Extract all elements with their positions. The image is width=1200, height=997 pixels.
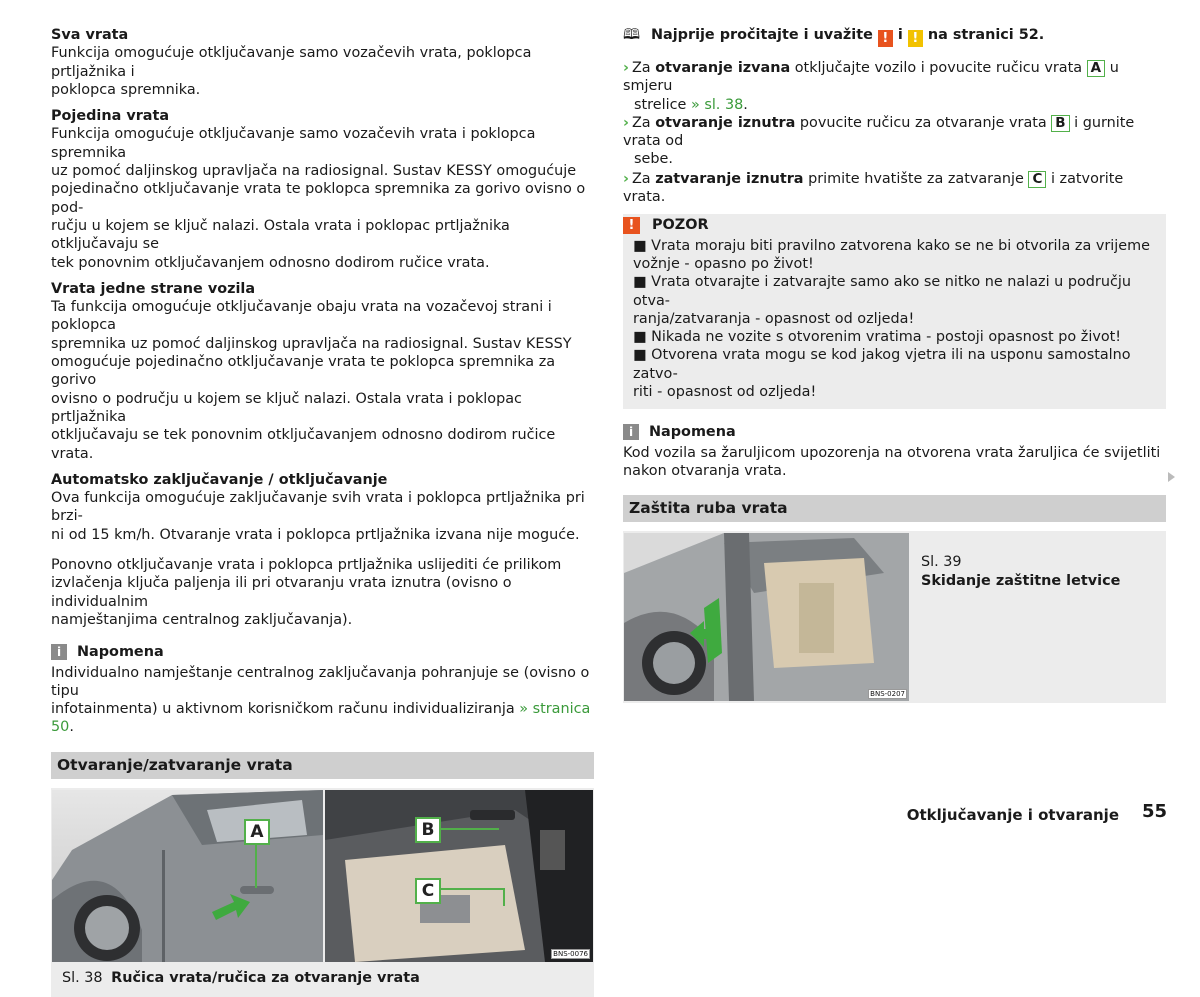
step-line — [623, 96, 1166, 114]
note-header — [51, 643, 594, 661]
section-heading: Zaštita ruba vrata — [623, 495, 1166, 522]
warning-line: ■ Vrata moraju biti pravilno zatvorena kako se ne bi otvorila za vrijeme — [633, 237, 1151, 254]
car-door-illustration — [52, 790, 323, 962]
note-section — [51, 643, 594, 736]
text-span: . — [69, 719, 74, 736]
callout-line — [255, 841, 257, 888]
text-line: nakon otvaranja vrata. — [623, 462, 787, 479]
t: primite hvatište za zatvaranje — [803, 170, 1029, 187]
section-pojedina-vrata — [51, 107, 594, 272]
step-arrow-icon: › — [623, 114, 629, 131]
step-line — [623, 59, 1166, 96]
t: otvaranje iznutra — [655, 114, 796, 131]
t: zatvaranje iznutra — [655, 170, 804, 187]
callout-line — [439, 828, 499, 830]
callout-line — [503, 888, 505, 906]
callout-ref-c: C — [1028, 171, 1046, 188]
warning-item — [623, 328, 1166, 346]
step-line — [623, 170, 1166, 207]
t: otključajte vozilo i povucite ručicu vrata — [790, 60, 1087, 76]
warning-icon: ! — [623, 217, 640, 234]
figure-code: BNS-0207 — [870, 690, 905, 699]
t: Za — [631, 60, 656, 76]
text-line: Individualno namještanje centralnog zaključavanja pohranjuje se (ovisno o tipu — [51, 664, 590, 699]
callout-ref-b: B — [1051, 115, 1069, 132]
subheading: Pojedina vrata — [51, 108, 170, 125]
t: . — [743, 96, 748, 113]
step-open-outside — [623, 59, 1166, 114]
caption-number: Sl. 38 — [62, 969, 103, 986]
read-suffix: na stranici 52. — [927, 27, 1045, 43]
warning-line: vožnje - opasno po život! — [633, 255, 814, 272]
text-line: tek ponovnim otključavanjem odnosno dodirom ručice vrata. — [51, 254, 490, 271]
section-heading: Otvaranje/zatvaranje vrata — [51, 752, 594, 779]
warning-line: ranja/zatvaranja - opasnost od ozljeda! — [633, 310, 915, 327]
callout-line — [439, 888, 504, 890]
info-icon: i — [623, 424, 639, 440]
warning-item — [623, 346, 1166, 401]
warning-line: ■ Otvorena vrata mogu se kod jakog vjetra ili na usponu samostalno zatvo- — [633, 347, 1131, 382]
step-line: sebe. — [634, 151, 673, 168]
text-line: ovisno o području u kojem se ključ nalazi. Ostala vrata i poklopac prtljažnika — [51, 390, 522, 425]
warning-line: riti - opasnost od ozljeda! — [633, 384, 817, 401]
text-span: infotainmenta) u aktivnom korisničkom računu individualiziranja — [51, 701, 520, 718]
figure-39-panel — [623, 531, 1166, 703]
t: i gurnite vrata od — [623, 114, 1135, 150]
text-line: Funkcija omogućuje otključavanje samo vozačevih vrata, poklopca prtljažnika i — [51, 45, 532, 80]
step-arrow-icon: › — [623, 60, 629, 76]
door-interior-image — [325, 790, 593, 962]
callout-a: A — [244, 819, 270, 845]
step-line — [623, 114, 1166, 151]
section-ponovno — [51, 556, 594, 629]
text-line: poklopca spremnika. — [51, 81, 201, 98]
right-column — [623, 26, 1166, 703]
t: otvaranje izvana — [655, 60, 791, 76]
caption-number: Sl. 39 — [921, 554, 962, 571]
caution-symbol: ! — [908, 30, 923, 47]
figure-38-panel — [51, 788, 594, 997]
section-sva-vrata — [51, 26, 594, 99]
text-line: izvlačenja ključa paljenja ili pri otvaranju vrata iznutra (ovisno o individualnim — [51, 575, 512, 610]
left-column — [51, 26, 594, 997]
step-open-inside — [623, 114, 1166, 169]
warning-symbol: ! — [878, 30, 893, 47]
t: povucite ručicu za otvaranje vrata — [795, 114, 1052, 131]
note-title: Napomena — [649, 424, 736, 441]
figure-code: BNS-0076 — [553, 949, 588, 958]
text-line — [51, 700, 594, 737]
note-title: Napomena — [77, 644, 164, 661]
text-line: ručju u kojem se ključ nalazi. Ostala vrata i poklopac prtljažnika otključavaju se — [51, 217, 510, 253]
text-line: namještanjima centralnog zaključavanja). — [51, 611, 353, 628]
text-line: otključavaju se tek ponovnim otključavanjem odnosno dodirom ručice vrata. — [51, 427, 556, 462]
door-edge-image — [624, 533, 909, 701]
book-icon: 🕮 — [623, 27, 640, 43]
page-link[interactable]: » stranica 50 — [51, 701, 591, 736]
callout-b: B — [415, 817, 441, 843]
t: Za — [631, 170, 656, 187]
read-prefix: Najprije pročitajte i uvažite — [650, 27, 873, 43]
warning-title: POZOR — [652, 217, 709, 234]
note-header — [623, 423, 1166, 441]
figure-link[interactable]: » sl. 38 — [690, 96, 744, 113]
text-line: uz pomoć daljinskog upravljača na radiosignal. Sustav KESSY omogućuje — [51, 163, 577, 180]
car-exterior-image — [52, 790, 323, 962]
text-line: Kod vozila sa žaruljicom upozorenja na otvorena vrata žaruljica će svijetliti — [623, 444, 1161, 461]
next-page-arrow-icon — [1168, 472, 1175, 482]
warning-item — [623, 273, 1166, 328]
note-section — [623, 423, 1166, 480]
text-line: spremnika uz pomoć daljinskog upravljača na radiosignal. Sustav KESSY — [51, 335, 572, 352]
read-and: i — [897, 27, 903, 43]
step-close-inside — [623, 170, 1166, 207]
warning-line: ■ Vrata otvarajte i zatvarajte samo ako se nitko ne nalazi u području otva- — [633, 274, 1131, 309]
section-jedne-strane — [51, 280, 594, 463]
text-line: pojedinačno otključavanje vrata te poklopca spremnika za gorivo ovisno o pod- — [51, 181, 586, 216]
t: u smjeru — [623, 60, 1119, 95]
page-number: 55 — [1141, 801, 1167, 822]
warning-item — [623, 237, 1166, 274]
text-line: Funkcija omogućuje otključavanje samo vozačevih vrata i poklopca spremnika — [51, 126, 536, 161]
text-line: Ta funkcija omogućuje otključavanje obaju vrata na vozačevoj strani i poklopca — [51, 299, 552, 334]
figure-caption — [921, 553, 1120, 590]
text-line: Ponovno otključavanje vrata i poklopca prtljažnika uslijediti će prilikom — [51, 557, 562, 574]
t: i zatvorite vrata. — [623, 170, 1124, 206]
warning-header — [623, 214, 1166, 234]
subheading: Automatsko zaključavanje / otključavanje — [51, 471, 388, 488]
callout-c: C — [415, 878, 441, 904]
callout-ref-a: A — [1087, 60, 1105, 77]
info-icon: i — [51, 644, 67, 660]
door-panel-illustration — [325, 790, 593, 962]
step-arrow-icon: › — [623, 170, 629, 187]
caption-text: Skidanje zaštitne letvice — [921, 572, 1121, 589]
text-line: Ova funkcija omogućuje zaključavanje svih vrata i poklopca prtljažnika pri brzi- — [51, 490, 585, 525]
t: Za — [631, 114, 656, 131]
read-first-note — [623, 26, 1166, 47]
caption-text: Ručica vrata/ručica za otvaranje vrata — [111, 969, 420, 986]
text-line: ni od 15 km/h. Otvaranje vrata i poklopca prtljažnika izvana nije moguće. — [51, 526, 580, 543]
subheading: Vrata jedne strane vozila — [51, 280, 256, 297]
subheading: Sva vrata — [51, 27, 129, 43]
section-automatsko — [51, 471, 594, 544]
t: strelice — [634, 96, 691, 113]
warning-line: ■ Nikada ne vozite s otvorenim vratima - postoji opasnost po život! — [633, 329, 1122, 346]
text-line: omogućuje pojedinačno otključavanje vrata te poklopca spremnika za gorivo — [51, 354, 556, 389]
chapter-title: Otključavanje i otvaranje — [906, 806, 1119, 824]
door-edge-illustration — [624, 533, 909, 701]
figure-caption — [62, 969, 420, 987]
warning-box — [623, 214, 1166, 409]
